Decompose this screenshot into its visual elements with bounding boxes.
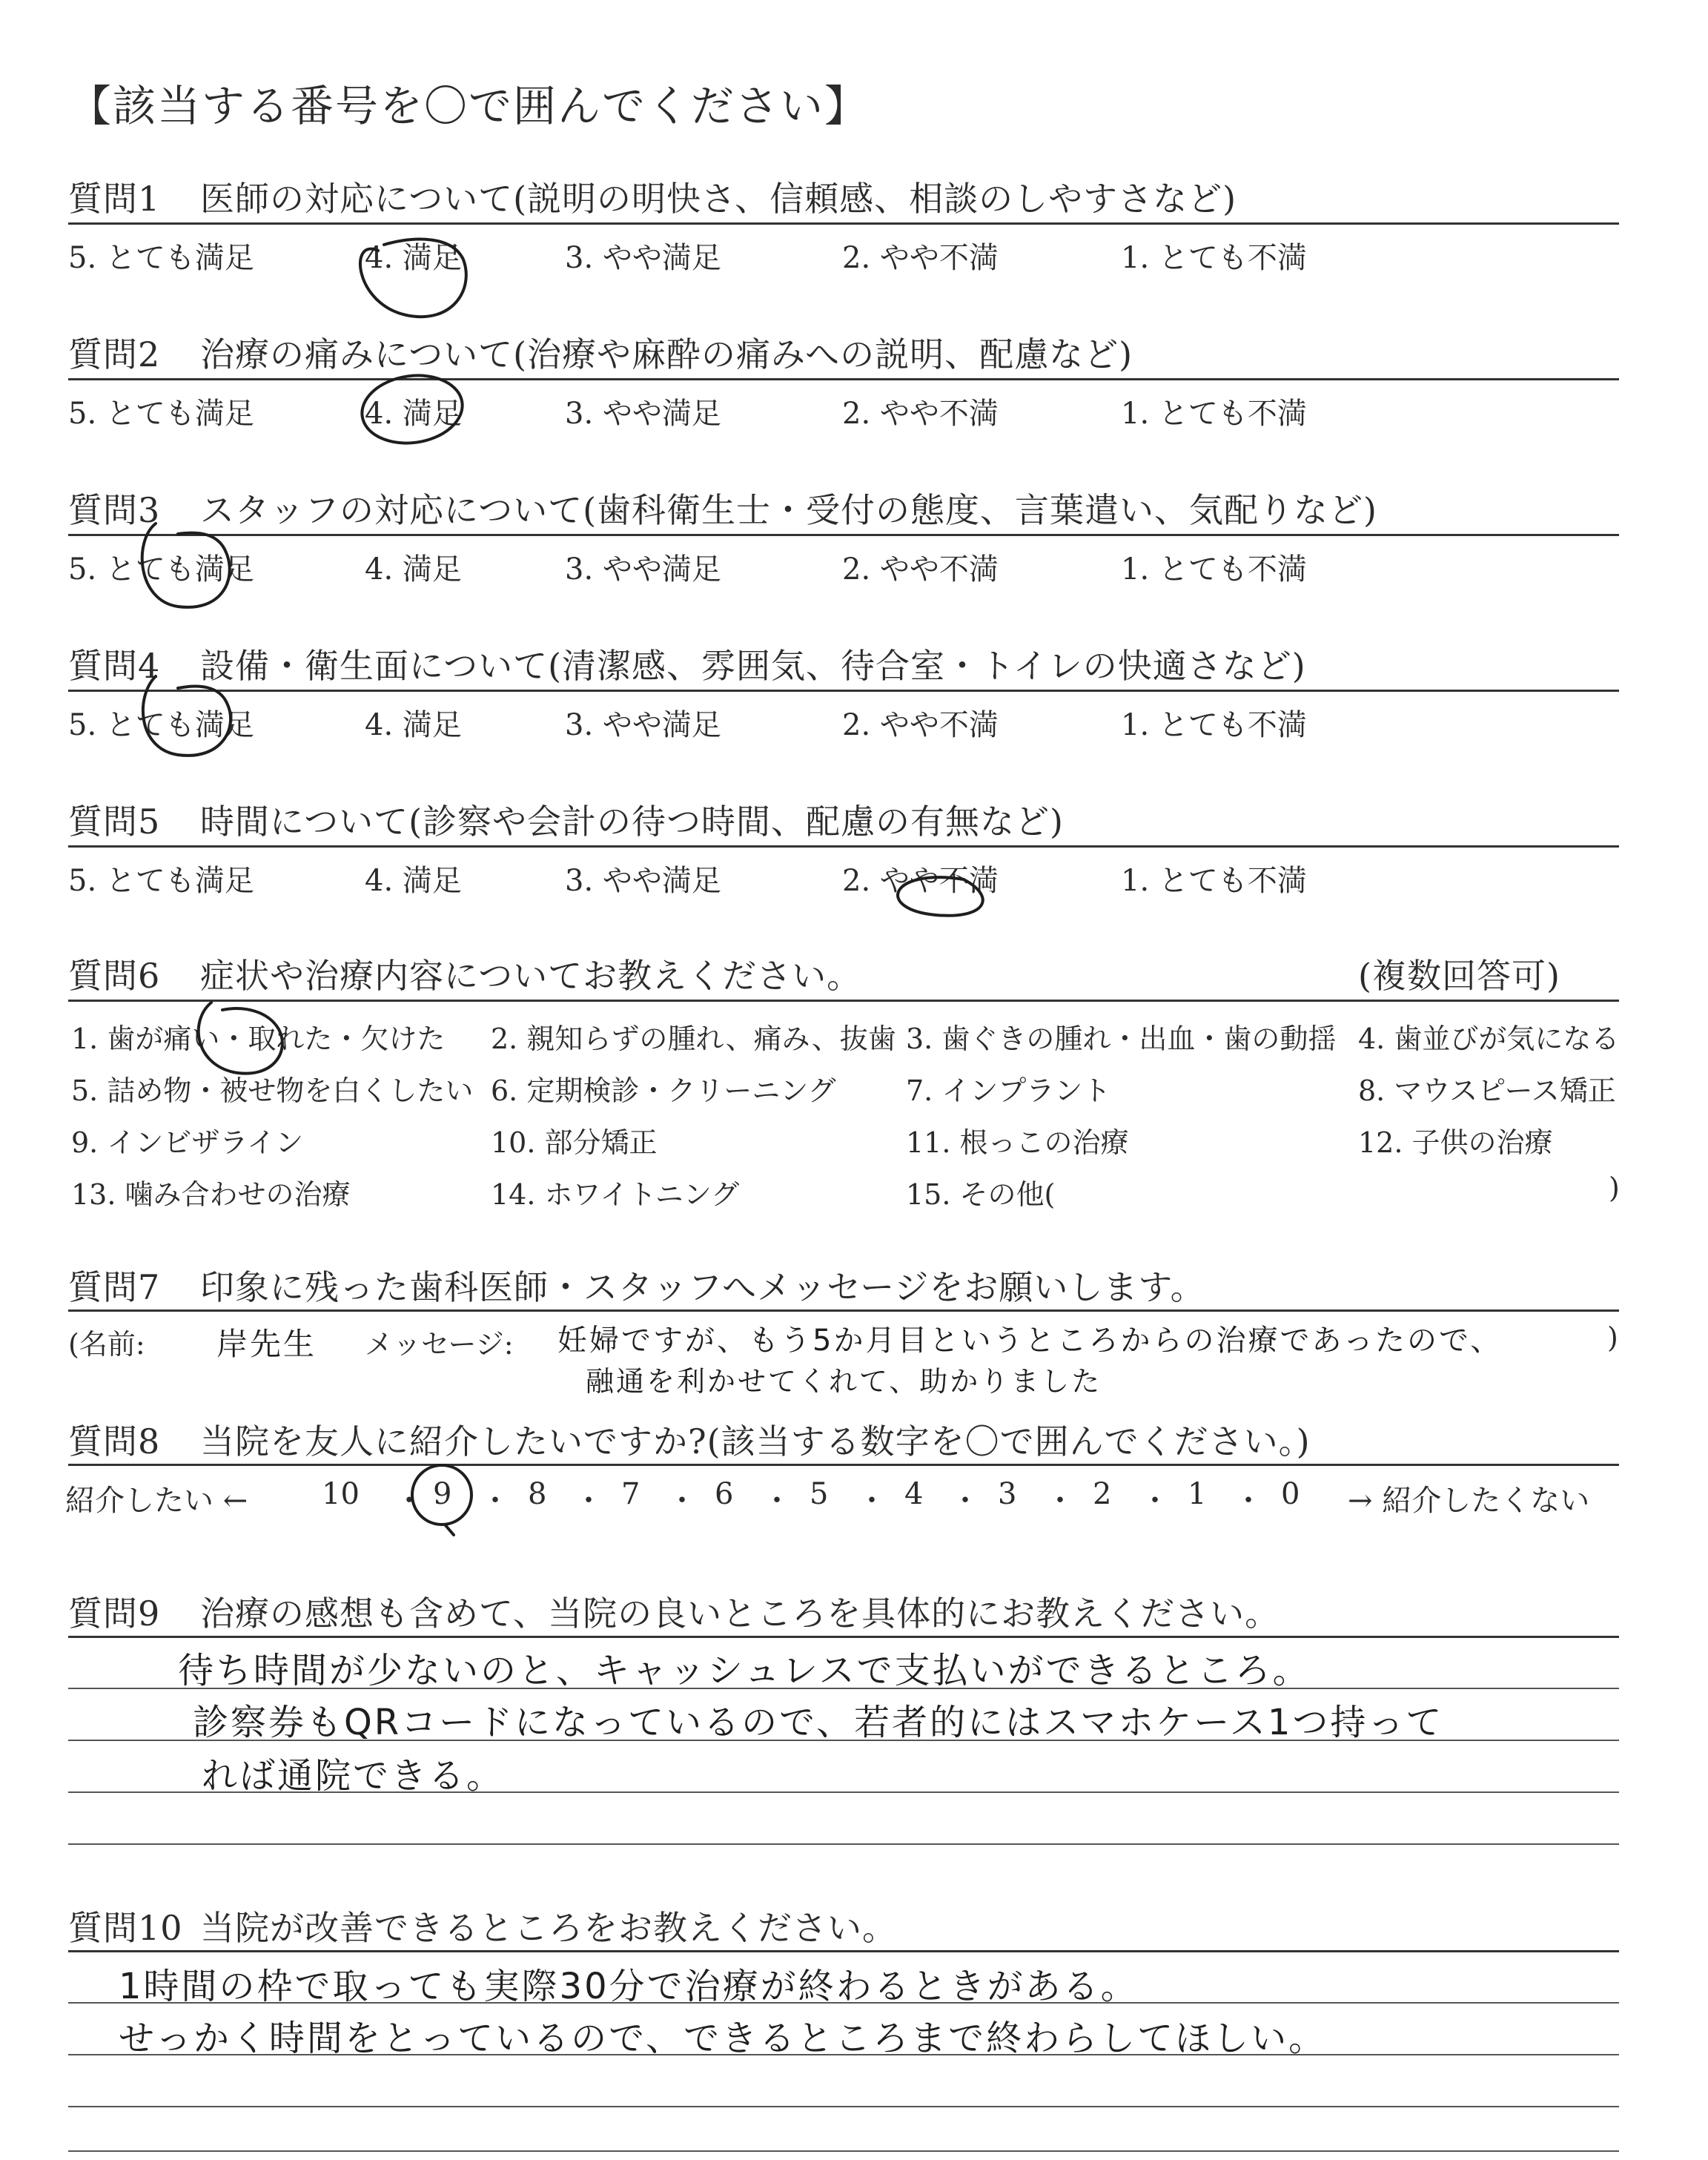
- answer-line: [68, 2106, 1619, 2107]
- good-points-line-2[interactable]: 診察券もQRコードになっているので、若者的にはスマホケース1つ持って: [193, 1702, 1444, 1743]
- scale-3[interactable]: 3: [998, 1477, 1017, 1511]
- option-2[interactable]: 2. やや不満: [842, 397, 999, 431]
- divider: [68, 1309, 1619, 1312]
- option-3[interactable]: 3. やや満足: [565, 864, 721, 898]
- option-1[interactable]: 1. とても不満: [1121, 241, 1307, 275]
- message-close-paren: ): [1607, 1321, 1618, 1354]
- question-text: 治療の感想も含めて、当院の良いところを具体的にお教えください。: [200, 1593, 1280, 1634]
- question-text: 時間について(診察や会計の待つ時間、配慮の有無など): [200, 802, 1064, 842]
- recommend-right-label: → 紹介したくない: [1348, 1484, 1590, 1518]
- question-number: 質問4: [68, 646, 161, 686]
- symptom-option-7[interactable]: 7. インプラント: [906, 1074, 1111, 1107]
- question-4: [68, 639, 1306, 688]
- question-text: 症状や治療内容についてお教えください。: [200, 956, 862, 996]
- symptom-option-2[interactable]: 2. 親知らずの腫れ、痛み、抜歯: [491, 1023, 896, 1055]
- symptom-option-9[interactable]: 9. インビザライン: [71, 1126, 304, 1159]
- option-2[interactable]: 2. やや不満: [842, 864, 999, 898]
- question-number: 質問6: [68, 956, 161, 996]
- name-answer[interactable]: 岸先生: [216, 1326, 317, 1362]
- question-number: 質問5: [68, 802, 161, 842]
- symptom-option-13[interactable]: 13. 噛み合わせの治療: [71, 1178, 351, 1211]
- option-3[interactable]: 3. やや満足: [565, 397, 721, 431]
- divider: [68, 534, 1619, 536]
- scale-1[interactable]: 1: [1188, 1477, 1207, 1511]
- question-2: [68, 328, 1133, 377]
- question-text: 医師の対応について(説明の明快さ、信頼感、相談のしやすさなど): [200, 179, 1237, 219]
- good-points-line-3[interactable]: れば通院できる。: [202, 1755, 505, 1797]
- divider: [68, 690, 1619, 692]
- page-title: 【該当する番号を〇で囲んでください】: [68, 81, 870, 131]
- q8-selection-tail: [445, 1525, 454, 1535]
- scale-10[interactable]: 10: [322, 1477, 360, 1511]
- scale-4[interactable]: 4: [904, 1477, 924, 1511]
- scale-separator: ・: [1234, 1484, 1263, 1518]
- question-5: [68, 795, 1064, 844]
- question-number: 質問10: [68, 1908, 183, 1948]
- option-5[interactable]: 5. とても満足: [68, 708, 254, 742]
- scale-separator: ・: [480, 1484, 510, 1518]
- good-points-line-1[interactable]: 待ち時間が少ないのと、キャッシュレスで支払いができるところ。: [178, 1650, 1311, 1691]
- option-3[interactable]: 3. やや満足: [565, 241, 721, 275]
- scale-separator: ・: [574, 1484, 603, 1518]
- divider: [68, 222, 1619, 225]
- question-text: 当院を友人に紹介したいですか?(該当する数字を〇で囲んでください。): [200, 1421, 1311, 1462]
- question-text: 印象に残った歯科医師・スタッフへメッセージをお願いします。: [200, 1267, 1205, 1307]
- question-number: 質問8: [68, 1421, 161, 1462]
- divider: [68, 1950, 1619, 1952]
- symptom-option-11[interactable]: 11. 根っこの治療: [906, 1126, 1129, 1159]
- improvement-line-2[interactable]: せっかく時間をとっているので、できるところまで終わらしてほしい。: [119, 2018, 1327, 2059]
- scale-7[interactable]: 7: [621, 1477, 640, 1511]
- symptom-option-15[interactable]: 15. その他(: [906, 1178, 1056, 1211]
- question-9: [68, 1587, 1280, 1636]
- scale-9[interactable]: 9: [433, 1477, 452, 1511]
- symptom-option-8[interactable]: 8. マウスピース矯正: [1358, 1074, 1616, 1107]
- question-8: [68, 1415, 1311, 1464]
- divider: [68, 1000, 1619, 1002]
- question-3: [68, 483, 1377, 532]
- question-10: [68, 1901, 897, 1950]
- option-1[interactable]: 1. とても不満: [1121, 397, 1307, 431]
- symptom-option-6[interactable]: 6. 定期検診・クリーニング: [491, 1074, 836, 1107]
- scale-separator: ・: [1045, 1484, 1075, 1518]
- option-4[interactable]: 4. 満足: [365, 241, 462, 275]
- symptom-option-3[interactable]: 3. 歯ぐきの腫れ・出血・歯の動揺: [906, 1023, 1337, 1055]
- question-text: 当院が改善できるところをお教えください。: [200, 1908, 897, 1948]
- question-text: スタッフの対応について(歯科衛生士・受付の態度、言葉遣い、気配りなど): [200, 490, 1377, 530]
- question-number: 質問9: [68, 1593, 161, 1634]
- question-number: 質問1: [68, 179, 161, 219]
- symptom-option-4[interactable]: 4. 歯並びが気になる: [1358, 1023, 1620, 1055]
- option-5[interactable]: 5. とても満足: [68, 241, 254, 275]
- question-text: 治療の痛みについて(治療や麻酔の痛みへの説明、配慮など): [200, 334, 1133, 374]
- symptom-option-10[interactable]: 10. 部分矯正: [491, 1126, 658, 1159]
- scale-separator: ・: [857, 1484, 887, 1518]
- question-number: 質問2: [68, 334, 161, 374]
- question-7: [68, 1261, 1205, 1309]
- multiple-answer-note: (複数回答可): [1358, 956, 1560, 996]
- name-label: (名前:: [68, 1328, 145, 1361]
- symptom-option-5[interactable]: 5. 詰め物・被せ物を白くしたい: [71, 1074, 474, 1107]
- answer-line: [68, 2150, 1619, 2152]
- option-2[interactable]: 2. やや不満: [842, 552, 999, 587]
- question-text: 設備・衛生面について(清潔感、雰囲気、待合室・トイレの快適さなど): [200, 646, 1306, 686]
- symptom-option-1[interactable]: 1. 歯が痛い・取れた・欠けた: [71, 1023, 446, 1055]
- scale-0[interactable]: 0: [1281, 1477, 1300, 1511]
- option-1[interactable]: 1. とても不満: [1121, 552, 1307, 587]
- scale-separator: ・: [1140, 1484, 1170, 1518]
- option-2[interactable]: 2. やや不満: [842, 708, 999, 742]
- other-close-paren: ): [1609, 1172, 1620, 1204]
- message-answer-line-2[interactable]: 融通を利かせてくれて、助かりました: [586, 1365, 1102, 1398]
- divider: [68, 845, 1619, 848]
- scale-separator: ・: [394, 1484, 424, 1518]
- symptom-option-14[interactable]: 14. ホワイトニング: [491, 1178, 740, 1211]
- option-5[interactable]: 5. とても満足: [68, 552, 254, 587]
- option-4[interactable]: 4. 満足: [365, 864, 462, 898]
- option-1[interactable]: 1. とても不満: [1121, 708, 1307, 742]
- improvement-line-1[interactable]: 1時間の枠で取っても実際30分で治療が終わるときがある。: [119, 1966, 1139, 2007]
- divider: [68, 378, 1619, 380]
- option-4[interactable]: 4. 満足: [365, 397, 462, 431]
- recommend-left-label: 紹介したい ←: [65, 1484, 248, 1518]
- option-5[interactable]: 5. とても満足: [68, 397, 254, 431]
- symptom-option-12[interactable]: 12. 子供の治療: [1358, 1126, 1553, 1159]
- option-4[interactable]: 4. 満足: [365, 552, 462, 587]
- question-number: 質問3: [68, 490, 161, 530]
- scale-6[interactable]: 6: [715, 1477, 734, 1511]
- scale-8[interactable]: 8: [528, 1477, 547, 1511]
- option-2[interactable]: 2. やや不満: [842, 241, 999, 275]
- option-4[interactable]: 4. 満足: [365, 708, 462, 742]
- message-label: メッセージ:: [365, 1328, 514, 1361]
- message-answer-line-1[interactable]: 妊婦ですが、もう5か月目というところからの治療であったので、: [557, 1324, 1503, 1358]
- question-number: 質問7: [68, 1267, 161, 1307]
- divider: [68, 1636, 1619, 1638]
- option-5[interactable]: 5. とても満足: [68, 864, 254, 898]
- scale-separator: ・: [762, 1484, 792, 1518]
- option-3[interactable]: 3. やや満足: [565, 708, 721, 742]
- answer-line: [68, 1843, 1619, 1845]
- scale-2[interactable]: 2: [1093, 1477, 1112, 1511]
- scale-5[interactable]: 5: [810, 1477, 829, 1511]
- option-3[interactable]: 3. やや満足: [565, 552, 721, 587]
- scale-separator: ・: [667, 1484, 697, 1518]
- scale-separator: ・: [950, 1484, 980, 1518]
- option-1[interactable]: 1. とても不満: [1121, 864, 1307, 898]
- divider: [68, 1464, 1619, 1466]
- question-1: [68, 172, 1237, 221]
- question-6: [68, 949, 861, 998]
